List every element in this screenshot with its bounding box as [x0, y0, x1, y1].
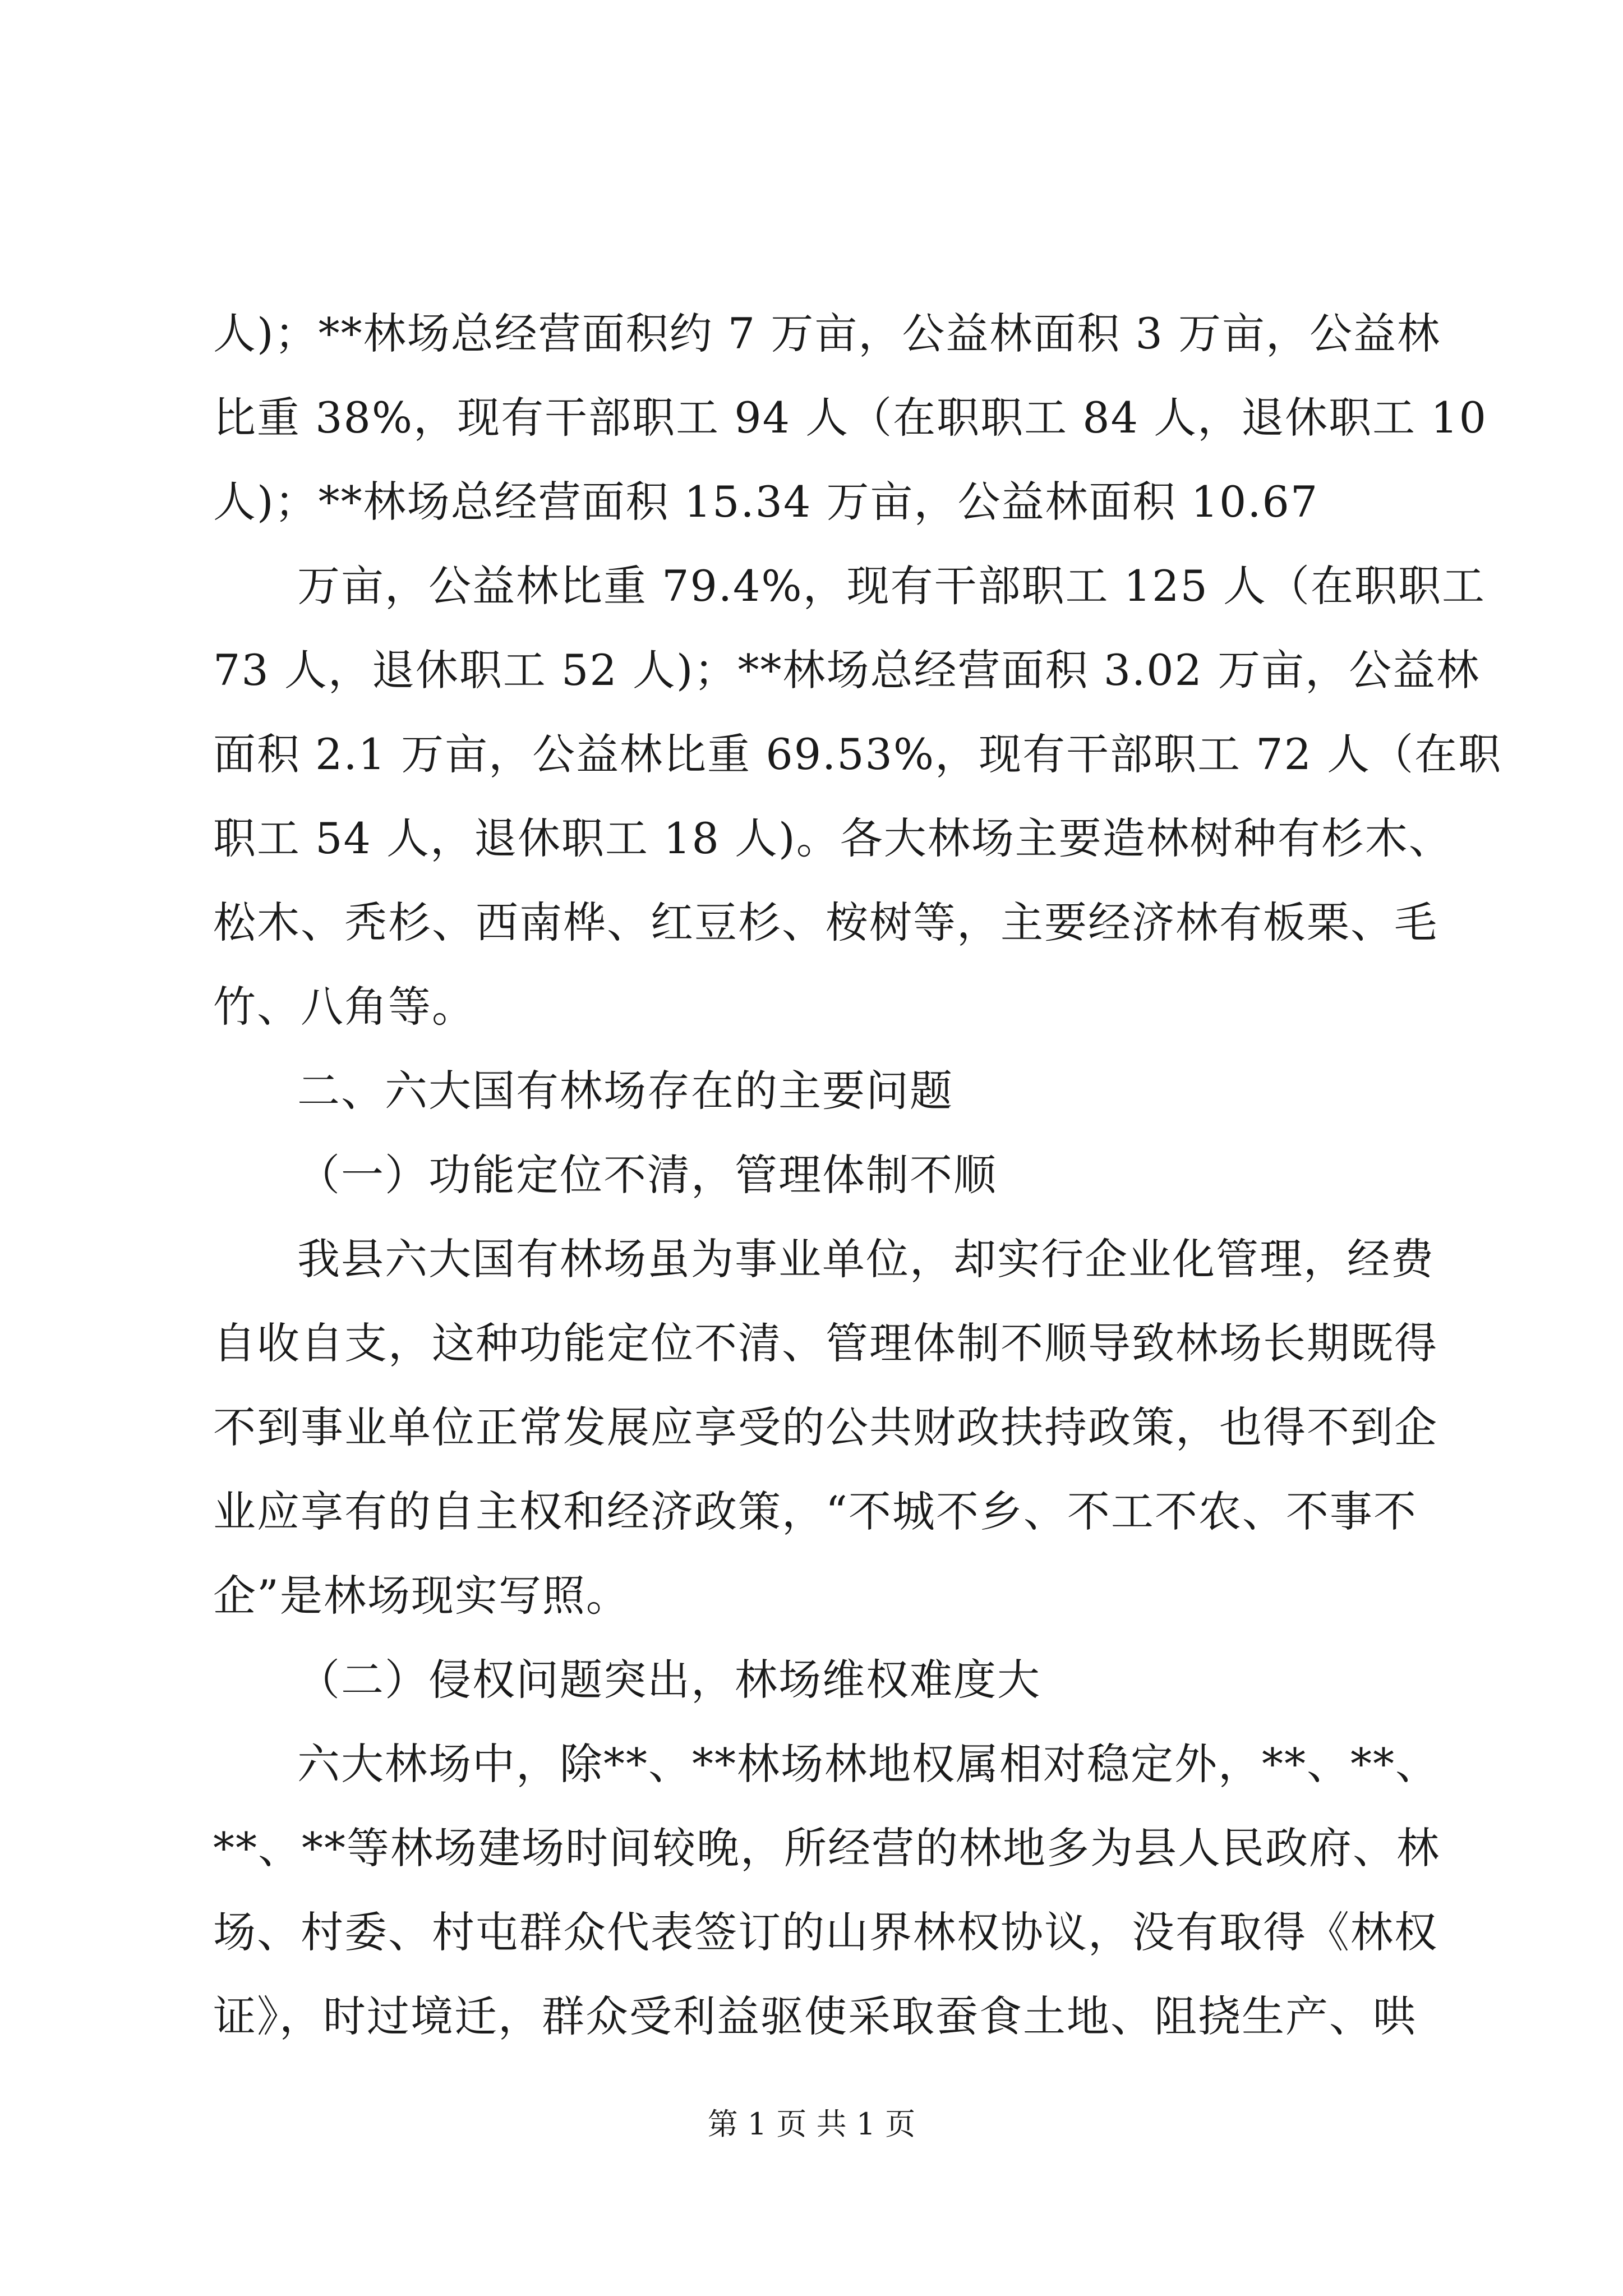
body-text-line: 场、村委、村屯群众代表签订的山界林权协议，没有取得《林权 [213, 1907, 1438, 1957]
page-footer: 第 1 页 共 1 页 [707, 2106, 916, 2142]
body-text-line: 六大林场中，除**、**林场林地权属相对稳定外，**、**、 [297, 1739, 1439, 1789]
body-text-line: 面积 2.1 万亩，公益林比重 69.53%，现有干部职工 72 人（在职 [213, 729, 1502, 779]
body-text-line: 松木、秃杉、西南桦、红豆杉、桉树等，主要经济林有板栗、毛 [213, 898, 1438, 947]
body-text-line: 竹、八角等。 [213, 982, 476, 1032]
body-text-line: 业应享有的自主权和经济政策，“不城不乡、不工不农、不事不 [213, 1487, 1417, 1536]
body-text-line: 比重 38%，现有干部职工 94 人（在职职工 84 人，退休职工 10 [213, 393, 1487, 443]
body-text-line: **、**等林场建场时间较晚，所经营的林地多为县人民政府、林 [213, 1823, 1440, 1873]
body-text-line: 企”是林场现实写照。 [213, 1571, 630, 1621]
body-text-line: 证》，时过境迁，群众受利益驱使采取蚕食土地、阻挠生产、哄 [213, 1991, 1417, 2041]
body-text-line: 万亩，公益林比重 79.4%，现有干部职工 125 人（在职职工 [297, 561, 1486, 611]
body-text-line: 自收自支，这种功能定位不清、管理体制不顺导致林场长期既得 [213, 1318, 1438, 1368]
subsection-heading: （一）功能定位不清，管理体制不顺 [297, 1150, 997, 1200]
subsection-heading: （二）侵权问题突出，林场维权难度大 [297, 1655, 1041, 1705]
body-text-line: 人)；**林场总经营面积 15.34 万亩，公益林面积 10.67 [213, 477, 1319, 527]
body-text-line: 73 人，退休职工 52 人)；**林场总经营面积 3.02 万亩，公益林 [213, 645, 1481, 695]
body-text-line: 不到事业单位正常发展应享受的公共财政扶持政策，也得不到企 [213, 1402, 1438, 1452]
body-text-line: 我县六大国有林场虽为事业单位，却实行企业化管理，经费 [297, 1234, 1435, 1284]
body-text-line: 人)；**林场总经营面积约 7 万亩，公益林面积 3 万亩，公益林 [213, 309, 1441, 358]
section-heading: 二、六大国有林场存在的主要问题 [297, 1066, 953, 1116]
body-text-line: 职工 54 人，退休职工 18 人)。各大林场主要造林树种有杉木、 [213, 813, 1453, 863]
